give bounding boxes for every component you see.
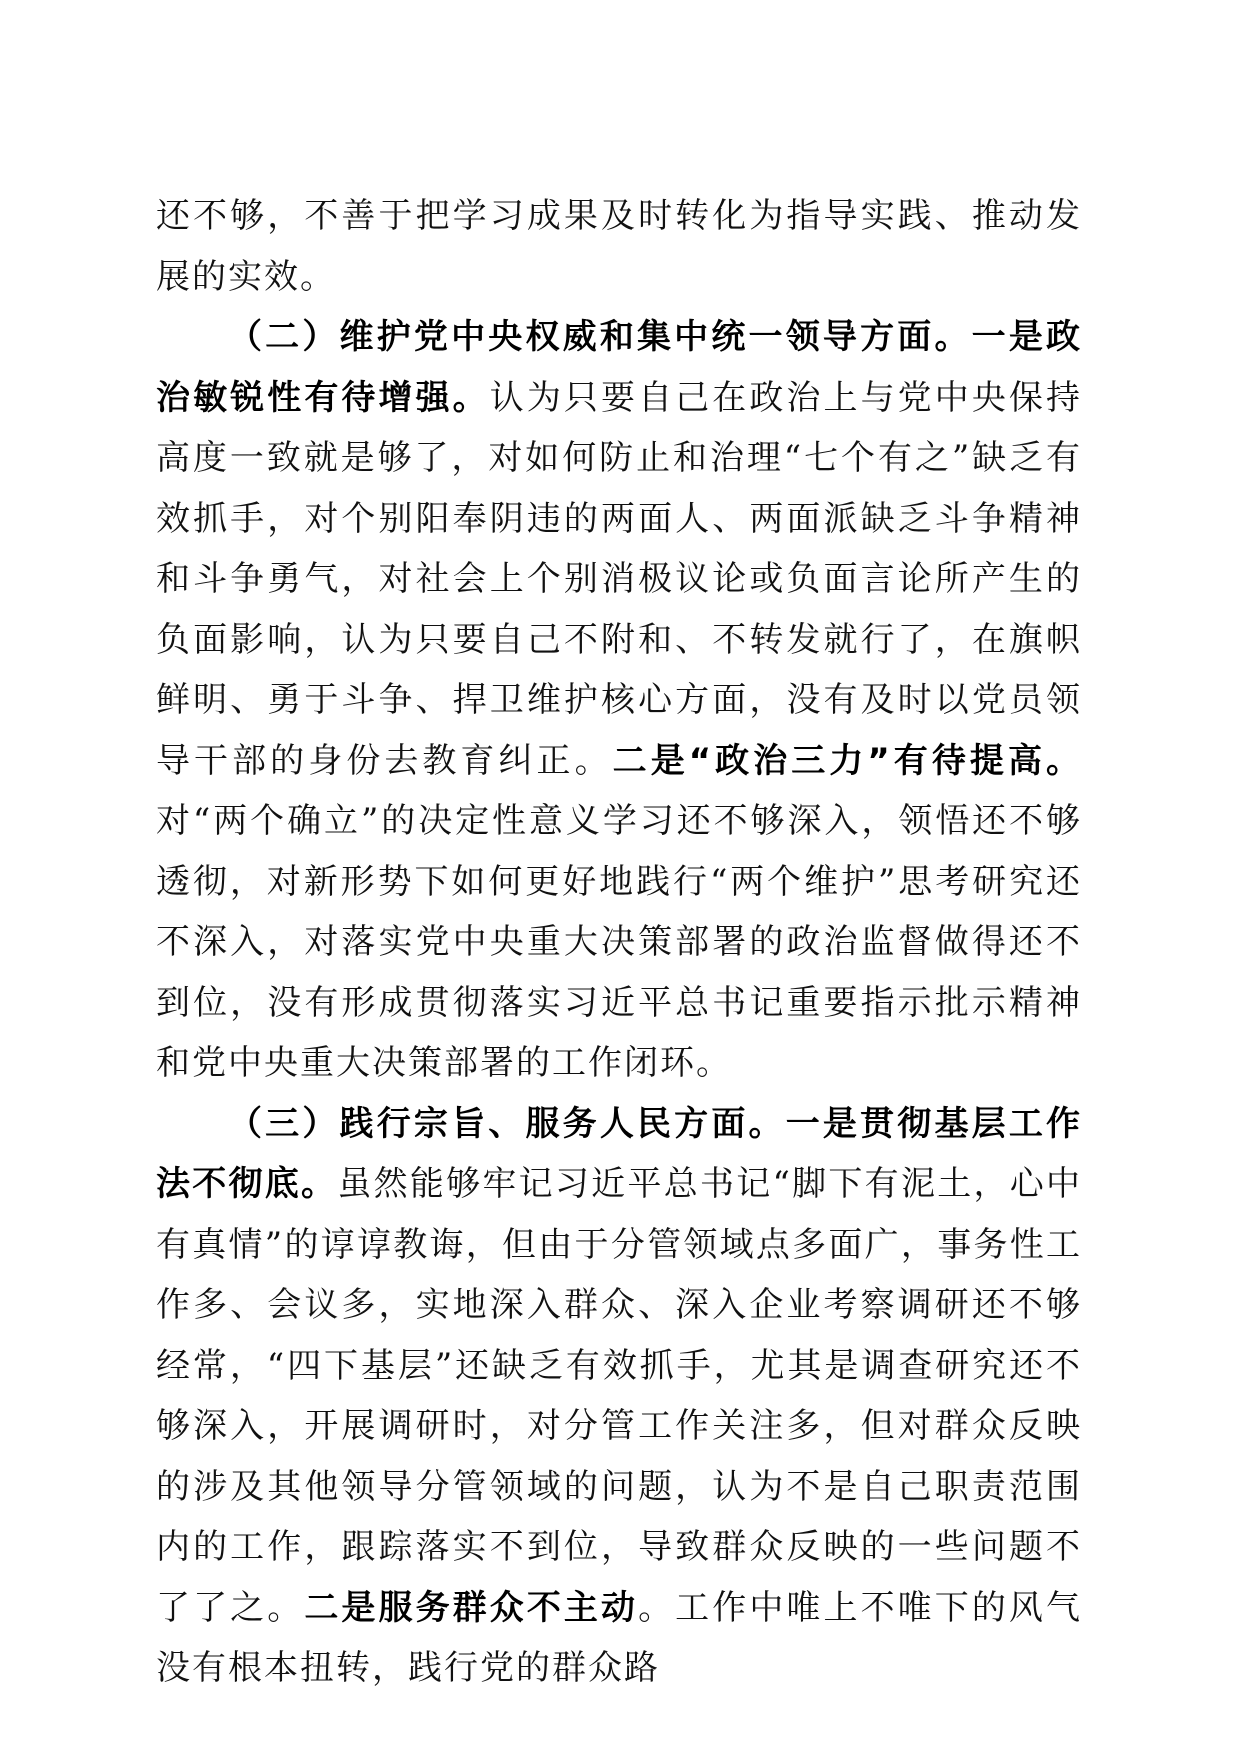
paragraph-continuation: [156, 186, 1082, 307]
section-two-heading: （二）维护党中央权威和集中统一领导方面。一是政治敏锐性有待增强。: [156, 317, 1082, 418]
section-three-heading: （三）践行宗旨、服务人民方面。一是贯彻基层工作法不彻底。: [156, 1103, 1082, 1204]
subpoint-heading: 二是服务群众不主动: [304, 1587, 639, 1628]
paragraph-text: 还不够，不善于把学习成果及时转化为指导实践、推动发展的实效。: [156, 196, 1082, 297]
paragraph-text: 认为只要自己在政治上与党中央保持高度一致就是够了，对如何防止和治理“七个有之”缺乏有效抓手，对个别阳奉阴违的两面人、两面派缺乏斗争精神和斗争勇气，对社会上个别消极议论或负面言论所产生的负面影响，认为只要自己不附和、不转发就行了，在旗帜鲜明、勇于斗争、捍卫维护核心方面，没有及时以党员领导干部的身份去教育纠正。: [156, 377, 1082, 781]
subpoint-heading: 二是“政治三力”有待提高。: [612, 740, 1082, 781]
paragraph-section-three: [156, 1094, 1082, 1699]
paragraph-text: 。工作中唯上不唯下的风气没有根本扭转，践行党的群众路: [156, 1587, 1083, 1688]
paragraph-section-two: [156, 307, 1082, 1094]
paragraph-text: 虽然能够牢记习近平总书记“脚下有泥土，心中有真情”的谆谆教诲，但由于分管领域点多面广，事务性工作多、会议多，实地深入群众、深入企业考察调研还不够经常，“四下基层”还缺乏有效抓手，尤其是调查研究还不够深入，开展调研时，对分管工作关注多，但对群众反映的涉及其他领导分管领域的问题，认为不是自己职责范围内的工作，跟踪落实不到位，导致群众反映的一些问题不了了之。: [156, 1164, 1082, 1628]
paragraph-text: 对“两个确立”的决定性意义学习还不够深入，领悟还不够透彻，对新形势下如何更好地践行“两个维护”思考研究还不深入，对落实党中央重大决策部署的政治监督做得还不到位，没有形成贯彻落实习近平总书记重要指示批示精神和党中央重大决策部署的工作闭环。: [156, 801, 1082, 1083]
document-body: [156, 186, 1082, 1699]
